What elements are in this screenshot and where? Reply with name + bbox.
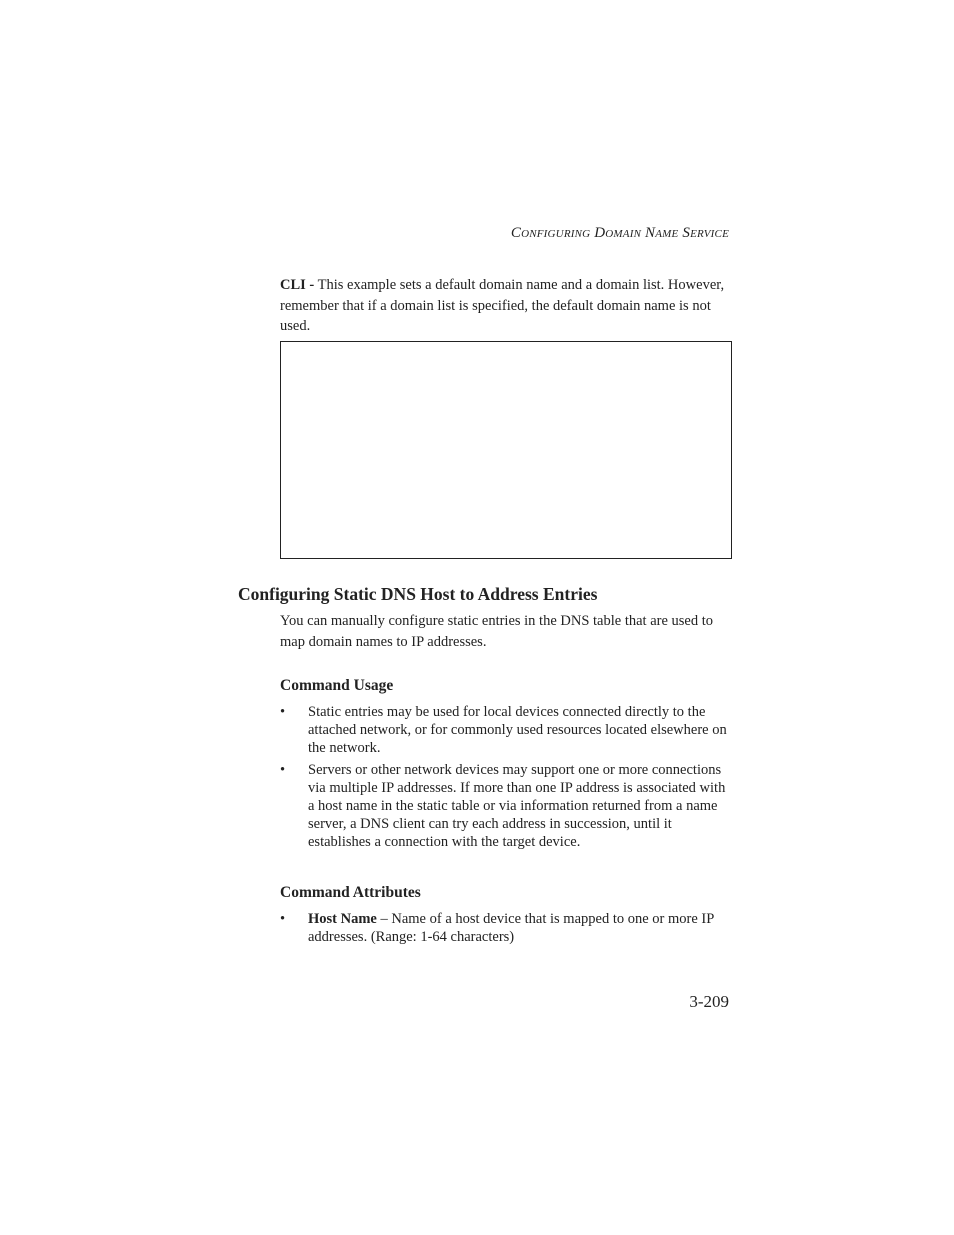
section-intro-paragraph: You can manually configure static entries in the DNS table that are used to map domain names to IP addresses.: [280, 613, 714, 650]
attribute-term: Host Name: [308, 911, 377, 927]
cli-label: CLI -: [280, 277, 315, 293]
cli-code-box: [280, 341, 732, 559]
list-item-text: Static entries may be used for local devices connected directly to the attached network, or for commonly used resources located elsewhere on the network.: [308, 704, 727, 756]
command-attributes-list: [280, 910, 732, 950]
attribute-description: – Name of a host device that is mapped to one or more IP addresses. (Range: 1-64 characters): [308, 911, 714, 945]
list-item: [280, 910, 732, 946]
running-head: Configuring Domain Name Service: [510, 225, 729, 241]
bullet-mark: •: [280, 762, 286, 778]
section-heading: Configuring Static DNS Host to Address Entries: [238, 584, 598, 604]
list-item: [280, 703, 732, 757]
bullet-mark: •: [280, 704, 286, 720]
list-item-text: Servers or other network devices may support one or more connections via multiple IP addresses. If more than one IP address is associated with a host name in the static table or via information returned from a name server, a DNS client can try each address in succession, until it establishes a connection with the target device.: [308, 762, 726, 850]
command-attributes-heading: Command Attributes: [280, 884, 421, 901]
command-usage-heading: Command Usage: [280, 677, 394, 694]
cli-intro-paragraph: [280, 275, 732, 337]
cli-intro-text: This example sets a default domain name and a domain list. However, remember that if a domain list is specified, the default domain name is not used.: [280, 277, 725, 334]
command-usage-list: [280, 703, 732, 855]
bullet-mark: •: [280, 911, 286, 927]
list-item: [280, 761, 732, 851]
page-number: 3-209: [689, 992, 729, 1011]
